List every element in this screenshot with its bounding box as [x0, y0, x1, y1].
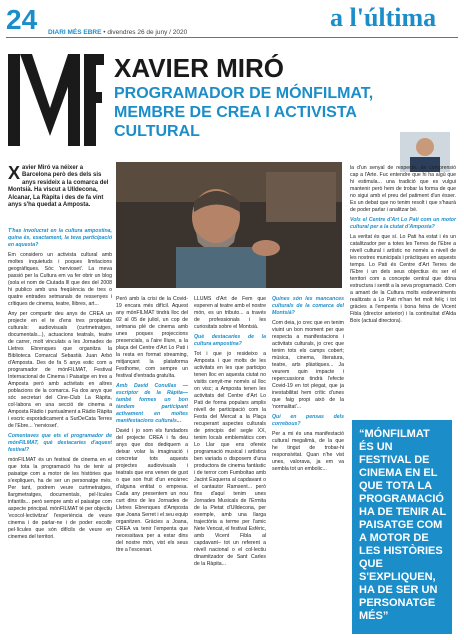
column-3 [194, 296, 266, 571]
question: Vols el Centre d'Art Lo Pati com un motor cultural per a la ciutat d'Amposta? [350, 217, 456, 230]
pull-quote [352, 420, 452, 634]
answer: David i jo som els fundadors del projecte CREA i fa deu anys que dos dediquem a deixar volar la imaginació i concretar tots aquests projectes audiovisuals i teatrals que ens venen de gust o que son fruit d'un encàrrec d'alguna entitat o empresa. Cada any presentem un nou curt dins de les Jornades de Lletres Ebrenques d'Amposta que Joana Serret i el seu equip organitzen. Gràcies a Joana, CREA va tenir l'empenta que necessitava per a estar dins del nostre món, vist els seus ttre a l'escenari. [116, 428, 188, 553]
masthead: DIARI MÉS EBRE [48, 29, 102, 36]
column-1 [8, 228, 112, 544]
masthead-line: DIARI MÉS EBRE • divendres 26 de juny / 2020 [48, 29, 188, 36]
answer: la d'un senyal de respecte, de comprensió cap a l'Arte. Fuc entendre que hi ha algú que hi estimula... una tradició que es vulgui mantenir però hem de trobar la forma de que no sigui amb el preu del patiment d'un ésser. Es un debat que no tenim resolt i que s'haurà de poder parlar i analitzar bé. [350, 165, 456, 213]
question: Què destacaries de la cultura ampostina? [194, 334, 266, 347]
header-rule [6, 37, 458, 38]
mf-logo [8, 48, 104, 152]
page-number: 24 [6, 4, 38, 35]
lead-text: avier Miró va néixer a Barcelona però des dels sis anys resideix a la comarca del Montsià. Ha viscut a Ulldecona, Alcanar, La Ràpita i des de fa vint anys s'ha quedat a Amposta. [8, 165, 109, 209]
answer: LLUMS d'Art de Fem que esperen al teatre amb el nostre món, es un tributo... a través de professionals i les curiositats sobre el Montsià. [194, 296, 266, 330]
answer: Tot i que jo resideixo a Amposta i que molts de les activitats en les que participo tenen lloc en aquesta ciutat no visitis cenyit-me només al lloc on visc; a Amposta tenen les activitats del Centre d'Art Lo Pati de forma populars amplis nivell de participació com la Festa del Mercat a la Plaça recuperant aspectes culturals de principis del segle XX, tenim locals emblemàtics com Lo Llar que ens ofereix programació musical i artística ben variada o disposem d'una productora de cinema fantàstic i de terror com Fumboltao amb Jacint Esquerra al capdavant o el cantautor Ramsent... però fins d'aquí tenim unes Jornades Musicals de l'Ermita de la Pietat d'Ulldecona, per exemple, amb una llarga trajectòria a terme per l'amic Nete Vencat, el festival Esfèric, amb Vicent Fibla al capdavant– tot un referent a nivell nacional o el col·lectiu dinamitzador de Sant Carles de la Ràpita... [194, 351, 266, 567]
column-2 [116, 296, 188, 557]
section-title: a l'última [330, 3, 437, 32]
question: Qui en pensas dels correbous? [272, 414, 344, 427]
page-header [0, 0, 464, 38]
drop-cap: X [8, 163, 21, 183]
question: T'has involucrat en la cultura ampostina, quina és, exactament, la teva participació en aquesta? [8, 228, 112, 248]
column-4 [272, 296, 344, 476]
column-5 [350, 165, 456, 328]
question: Amb David Conullas —escriptor de la Ràpita— també formes un bon tàndem participant activament en moltes manifestacions culturals... [116, 383, 188, 424]
interviewee-name: XAVIER MIRÓ [114, 53, 284, 83]
article-subtitle: PROGRAMADOR DE MÓNFILMAT, MEMBRE DE CREA I ACTIVISTA CULTURAL [114, 85, 374, 140]
question: Quines són les mancances culturals de la comarca del Montsià? [272, 296, 344, 316]
interviewee-photo [116, 162, 342, 288]
pull-quote-text: “MÓNFILMAT ÉS UN FESTIVAL DE CINEMA EN EL QUE TOTA LA PROGRAMACIÓ HA DE TENIR AL PAISATGE COM A MOTOR DE LES HISTÒRIES QUE S'EXPLIQUEN, HA DE SER UN PERSONATGE MÉS” [359, 428, 446, 622]
answer: Em considero un activista cultural amb moltes inquietuds i poques limitacions geogràfiques. Sóc 'nervioset'. La meva passió per la Cultura em va fer obrir un blog (sola ei nom de Ciutada lll que des del 2008 hi publico amb una freqüència de tres o quatre entrades setmanals de ressenyes i crítiques de cinema, teatre, llibres, art... [8, 252, 112, 307]
answer: Però amb la crisi de la Covid-19 encara més difícil. Aquest any mònFILMAT tindrà lloc del 02 al 05 de juliol, un cop de setmana plé de cinema amb unes poques projeccions presencials, a l'aire lliure, a la plaça del Centre d'Art Lo Pati i la resta en format streaming, mitjançant la plataforma Festhome, com sempre un festival d'entrada gratuïta. [116, 296, 188, 379]
lead-paragraph [8, 165, 112, 209]
issue-date: divendres 26 de juny / 2020 [107, 29, 188, 36]
answer: La veritat és que sí. Lo Pati ha estat i és un catalitzador per a totes les Terres de l'Ebre a nivell cultural i artístic no només a nivell de les nostres municipals i pràctiques en aquests temps. Lo Pati és Centre d'Art Terres de l'Ebre i un dels seus objectius és ser el territori com a concepte central que dóna estructura i sentit a la seva programació. Com a amant de la Cultura molts esdeveniments realitzats a Lo Pati m'han fet molt feliç i tot gràcies a l'empenta i bona feina de Vicent Fibla (director anterior) i la continuïtat d'Alda Boix (actual directora). [350, 234, 456, 324]
answer: Per a mi és una manifestació cultural megalimà, de la que he tingut de trobar-hi responsivitat. Quan n'he vist unes, valorava, ja em va sembla tot un embolic... [272, 431, 344, 472]
answer: mónFILMAT és un festival de cinema en el que tota la programació ha de tenir al paisatge com a motor de les històries que s'expliquen, ha de ser un personatge més. Per tant, podrem veure curtmetratges, llargmetratges, documentals, pel·lícules infantils... però sempre amb el paisatge com aspecte principal. mónFILMAT té per objectiu 'ecocol·lectivitzar' l'experiència de veure cinema i de parlar-ne i de poder escollir pel·lícules que són difícils de veure en cinemes del territori. [8, 457, 112, 540]
answer: Any per compartir deu anys de CREA un projecte en el te d'ens tres propietats culturals: audiovisuals (curtmetratges, documentals...), actuacions teatrals, teatre de carrer, molt vinculats a les Jornades de Lletres Ebrenques que organitza la Biblioteca Comarcal Sebastià Juan Arbó d'Amposta. Des de fa 5 anys estic com a programador de mónFILMAT, Festival Internacional de Cinema i Paisatge en tres a Amposta però amb activitats en altres poblacions de la comarca. Fa dos anys que sóc secretari del Cine-Club La Ràpita, col·labora en una secció de cinema a Amposta Ràdio i puntualment a Ràdio Ràpita i escric esporàdicament a SurDeCata Terres de l'Ebre... 'nervioset'. [8, 311, 112, 429]
answer: Com deia, jo crec que en tenim viuint un bon moment per que respecta a manifestacions i activitats culturals, jo crec que tenim tots els camps cobert; música, cinema, literatura, teatre, arts plàstiques... Ja veurem quin impacte i repercussions tindrà l'efecte Covid-19 en tot plegat, que ja inestabilitat hem crític d'unes que faig propi això de la 'normalitat'... [272, 320, 344, 410]
question: Comentaves que ets el programador de mónFILMAT, què destacaries d'aquest festival? [8, 433, 112, 453]
